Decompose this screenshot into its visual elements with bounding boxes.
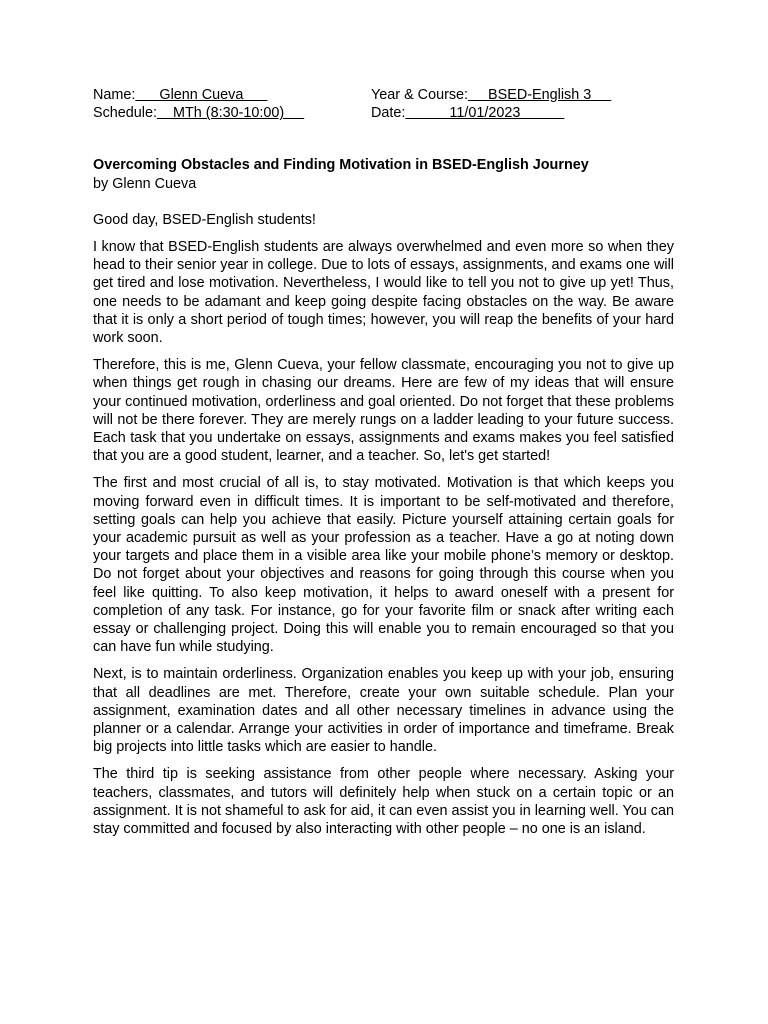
paragraph-1: I know that BSED-English students are always overwhelmed and even more so when they head to their senior year in college. Due to lots of essays, assignments, and exams one will get tired and lose motivation. Nevertheless, I would like to tell you not to give up yet! Thus, one needs to be adamant and keep going despite facing obstacles on the way. Be aware that it is only a short period of tough times; however, you will reap the benefits of your hard work soon. (93, 238, 674, 346)
greeting: Good day, BSED-English students! (93, 211, 316, 228)
name-value: Glenn Cueva (135, 87, 268, 103)
essay-byline: by Glenn Cueva (93, 175, 197, 192)
year-course-field (371, 86, 674, 104)
year-course-label: Year & Course: (371, 87, 469, 103)
date-value: 11/01/2023 (405, 105, 565, 122)
name-field (93, 86, 371, 104)
header-row-2 (93, 104, 674, 122)
title-block (93, 156, 674, 192)
paragraph-2: Therefore, this is me, Glenn Cueva, your fellow classmate, encouraging you not to give up when things get rough in chasing our dreams. Here are few of my ideas that will ensure your continued motivation, orderliness and goal oriented. Do not forget that these problems will not be there forever. They are merely rungs on a ladder leading to your future success. Each task that you undertake on essays, assignments and exams makes you feel satisfied that you are a good student, learner, and a teacher. So, let's get started! (93, 357, 674, 465)
paragraph-4: Next, is to maintain orderliness. Organization enables you keep up with your job, ensuring that all deadlines are met. Therefore, create your own suitable schedule. Plan your assignment, examination dates and all other necessary timelines in advance using the planner or a calendar. Arrange your activities in order of importance and timeframe. Break big projects into little tasks which are easier to handle. (93, 666, 674, 756)
schedule-label: Schedule: (93, 105, 158, 122)
essay-title: Overcoming Obstacles and Finding Motivation in BSED-English Journey (93, 157, 589, 174)
name-label: Name: (93, 87, 136, 103)
document-page (93, 86, 674, 838)
header-row-1 (93, 86, 674, 104)
schedule-field (93, 104, 371, 122)
paragraph-5: The third tip is seeking assistance from other people where necessary. Asking your teachers, classmates, and tutors will definitely help when stuck on a certain topic or an assignment. It is not shameful to ask for aid, it can even assist you in learning well. You can stay committed and focused by also interacting with other people – no one is an island. (93, 766, 674, 838)
date-label: Date: (371, 105, 406, 122)
paragraph-3: The first and most crucial of all is, to stay motivated. Motivation is that which keeps you moving forward even in difficult times. It is important to be self-motivated and therefore, setting goals can help you achieve that easily. Picture yourself attaining certain goals for your academic pursuit as well as your profession as a teacher. Have a go at noting down your targets and place them in a visible area like your mobile phone’s memory or desktop. Do not forget about your objectives and reasons for going through this course when you feel like quitting. To also keep motivation, it helps to award oneself with a present for completion of any task. For instance, go for your favorite film or snack after writing each essay or challenging project. Doing this will enable you to remain encouraged so that you can have fun while studying. (93, 475, 674, 656)
year-course-value: BSED-English 3 (468, 87, 612, 103)
schedule-value: MTh (8:30-10:00) (157, 105, 305, 122)
date-field (371, 104, 674, 122)
